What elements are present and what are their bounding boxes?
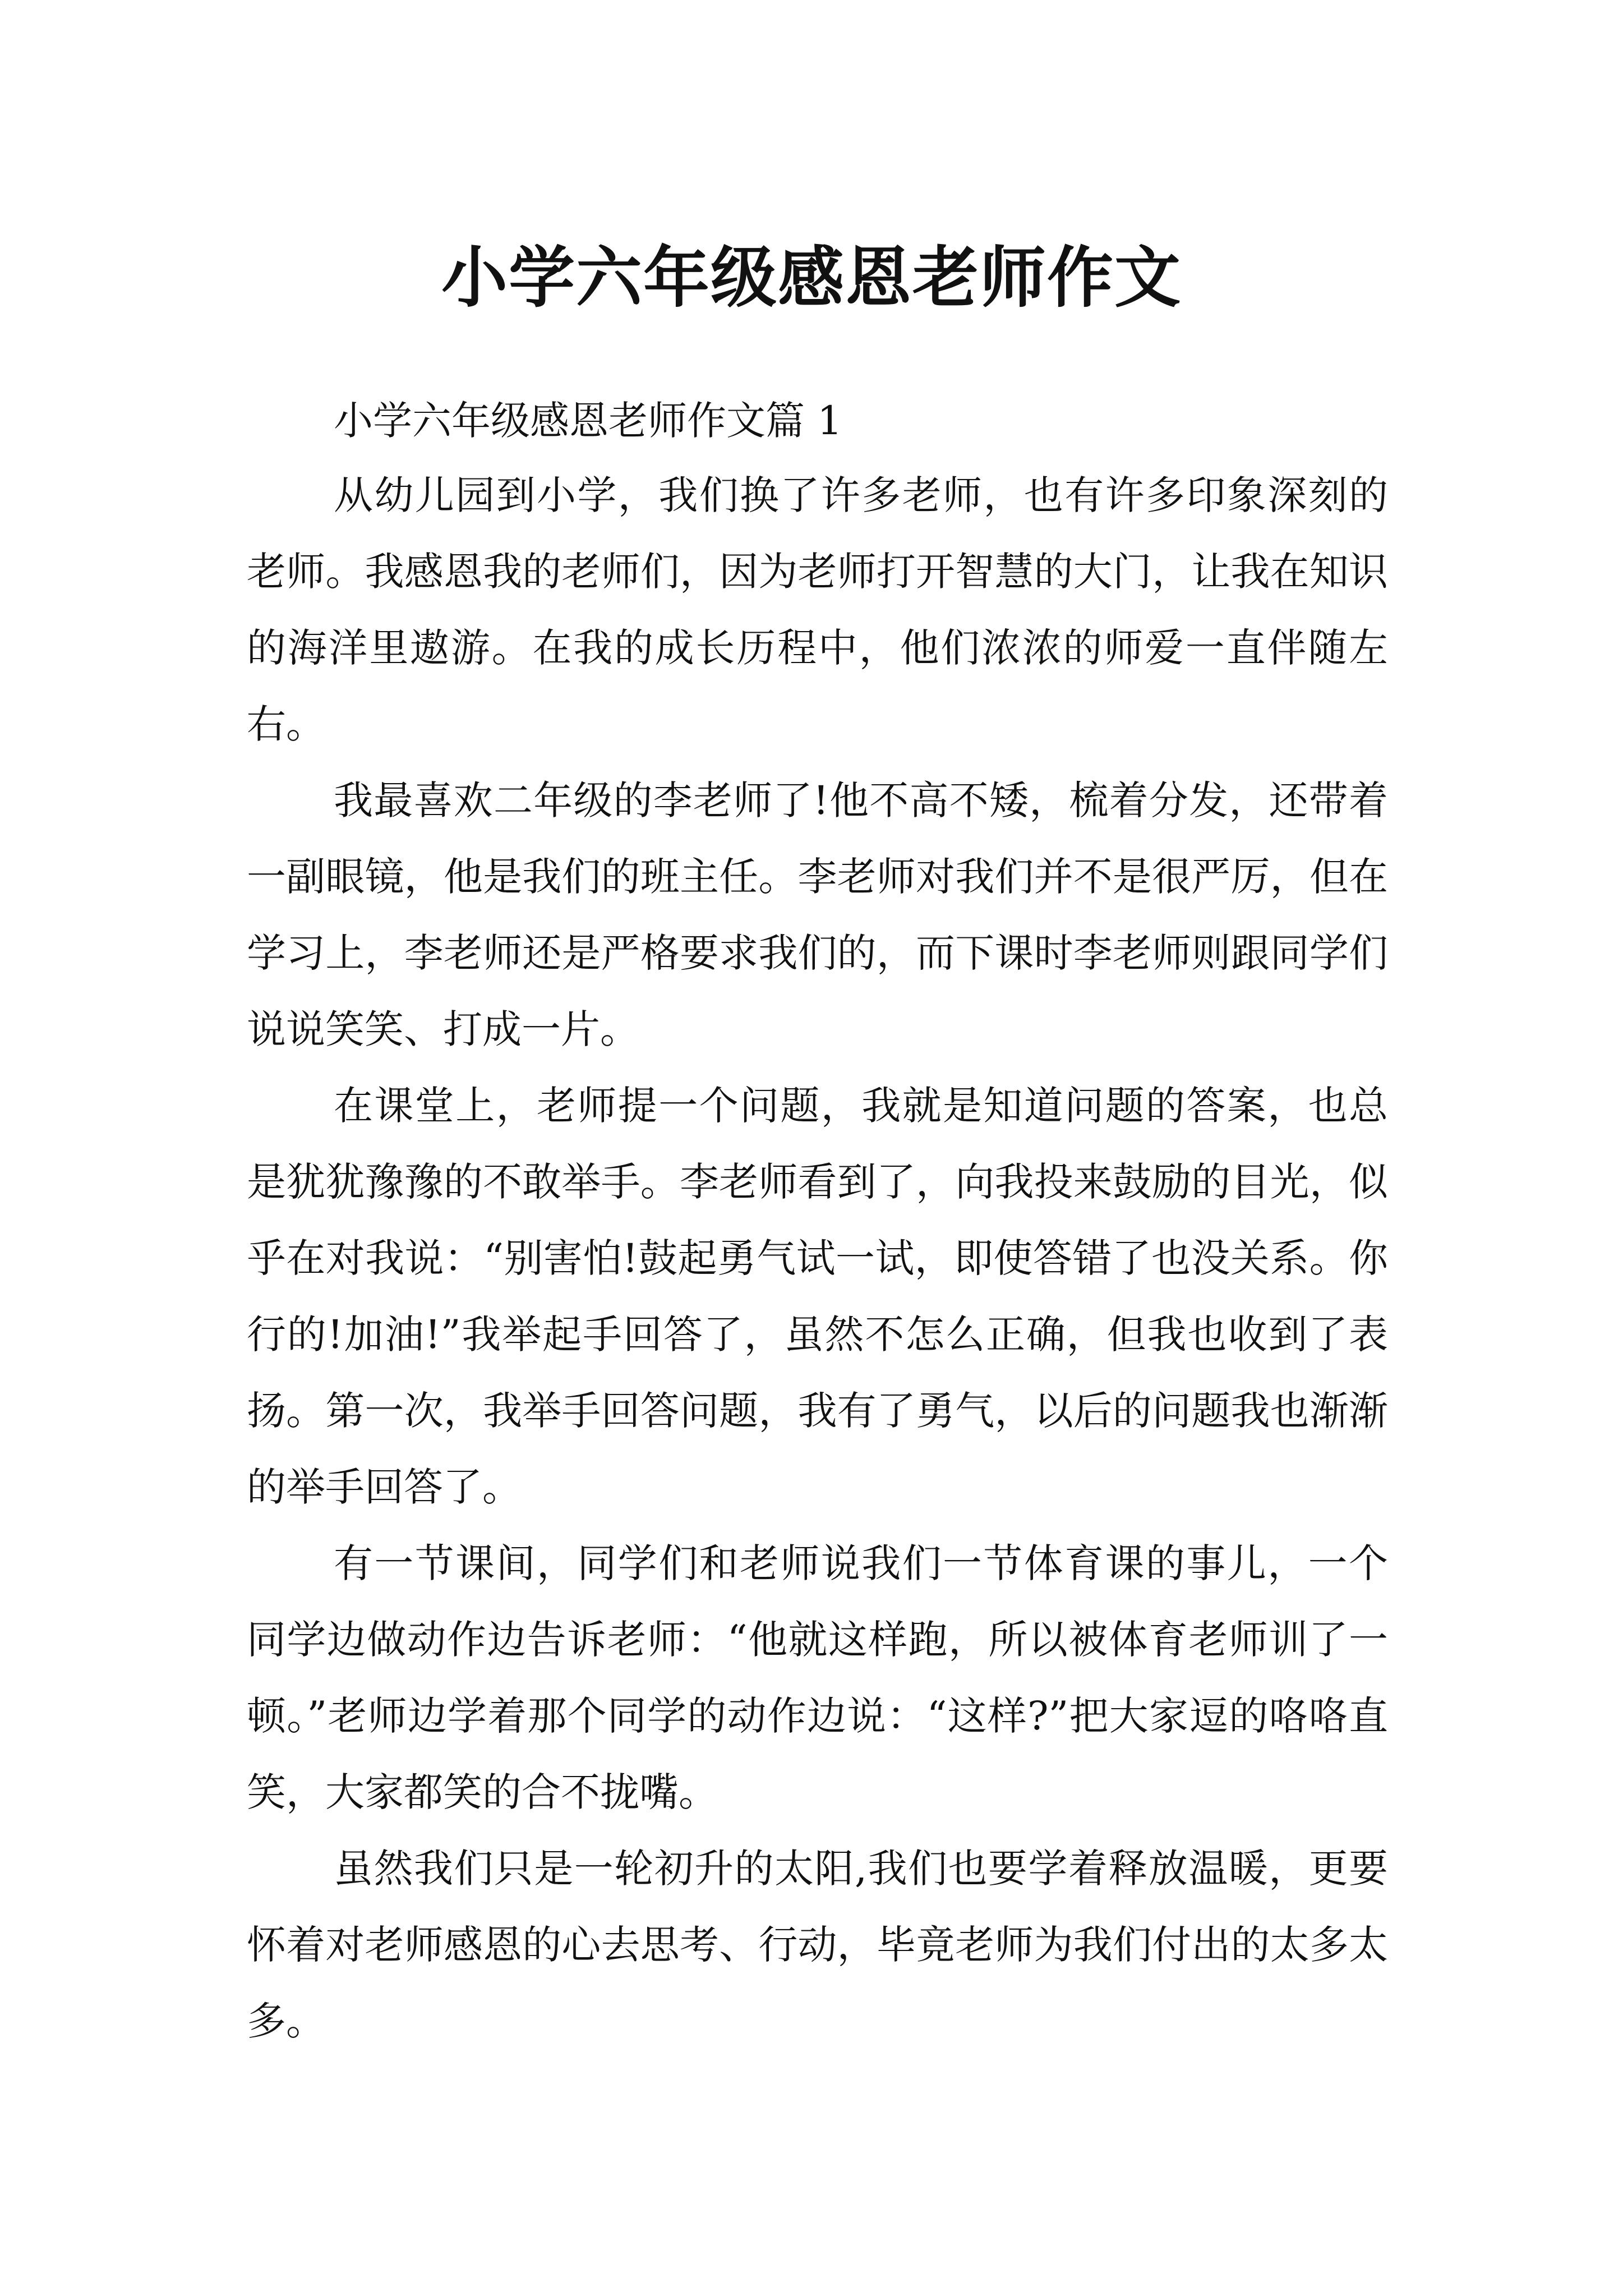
paragraph-2: 我最喜欢二年级的李老师了!他不高不矮，梳着分发，还带着一副眼镜，他是我们的班主任。李老师对我们并不是很严厉，但在学习上，李老师还是严格要求我们的，而下课时李老师则跟同学们说说笑笑、打成一片。 [247, 777, 1388, 1052]
document-body [247, 384, 1388, 2059]
document-title: 小学六年级感恩老师作文 [441, 238, 1182, 317]
paragraph-5: 虽然我们只是一轮初升的太阳,我们也要学着释放温暖，更要怀着对老师感恩的心去思考、行动，毕竟老师为我们付出的太多太多。 [247, 1846, 1388, 2044]
paragraph-1: 从幼儿园到小学，我们换了许多老师，也有许多印象深刻的老师。我感恩我的老师们，因为老师打开智慧的大门，让我在知识的海洋里遨游。在我的成长历程中，他们浓浓的师爱一直伴随左右。 [247, 472, 1388, 747]
paragraph-3: 在课堂上，老师提一个问题，我就是知道问题的答案，也总是犹犹豫豫的不敢举手。李老师看到了，向我投来鼓励的目光，似乎在对我说：“别害怕!鼓起勇气试一试，即使答错了也没关系。你行的!加油!”我举起手回答了，虽然不怎么正确，但我也收到了表扬。第一次，我举手回答问题，我有了勇气，以后的问题我也渐渐的举手回答了。 [247, 1083, 1388, 1510]
section-heading: 小学六年级感恩老师作文篇 1 [334, 398, 842, 444]
paragraph-4: 有一节课间，同学们和老师说我们一节体育课的事儿，一个同学边做动作边告诉老师：“他就这样跑，所以被体育老师训了一顿。”老师边学着那个同学的动作边说：“这样?”把大家逗的咯咯直笑，大家都笑的合不拢嘴。 [247, 1540, 1388, 1815]
